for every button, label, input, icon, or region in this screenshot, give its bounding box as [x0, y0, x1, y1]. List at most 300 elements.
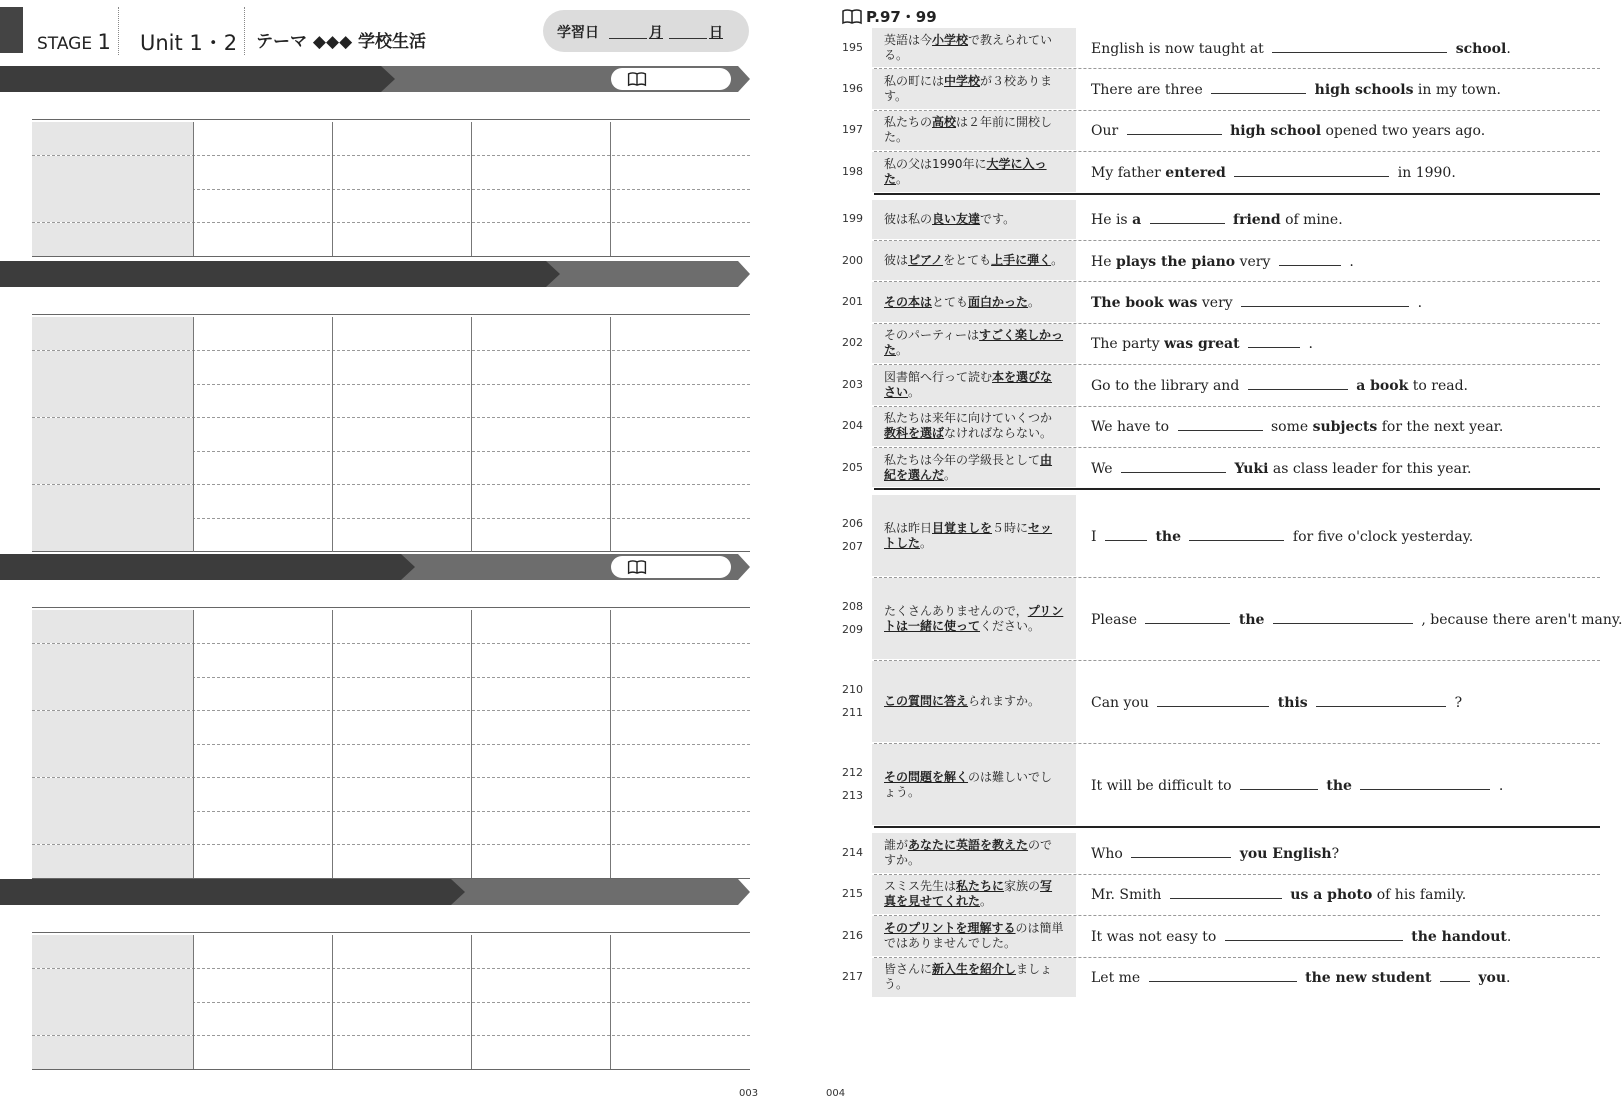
sentence-text: 彼は私の: [884, 211, 933, 226]
key-phrase: 上手に弾く: [991, 253, 1052, 268]
write-in-cell[interactable]: [611, 156, 751, 188]
write-in-cell[interactable]: [333, 384, 471, 416]
english-sentence: My father entered in 1990.: [1091, 164, 1456, 181]
sentence-row: [842, 875, 1600, 915]
sentence-text: 。: [896, 171, 909, 186]
japanese-sentence: [872, 324, 1076, 363]
sentence-text: とても: [932, 294, 969, 309]
write-in-cell[interactable]: [333, 351, 471, 383]
write-in-cell[interactable]: [472, 418, 610, 450]
english-sentence: The book was very .: [1091, 295, 1423, 312]
write-in-cell[interactable]: [194, 223, 332, 255]
japanese-sentence: [872, 69, 1076, 108]
write-in-cell[interactable]: [194, 351, 332, 383]
write-in-cell[interactable]: [194, 518, 332, 550]
english-sentence: We Yuki as class leader for this year.: [1091, 460, 1472, 477]
sentence-text: たくさんありませんので，: [884, 603, 1028, 618]
sentence-row: [842, 152, 1600, 192]
study-date-label: 学習日: [557, 25, 599, 41]
headword-cell: [32, 1002, 193, 1035]
answer-blank[interactable]: [1248, 376, 1348, 390]
write-in-cell[interactable]: [194, 317, 332, 349]
headword-cell: [32, 485, 193, 518]
sentence-text: 皆さんに: [884, 962, 933, 977]
write-in-cell[interactable]: [611, 811, 751, 843]
key-phrase: 大学に入った: [884, 156, 1047, 186]
column-header: [32, 293, 750, 315]
write-in-cell[interactable]: [611, 778, 751, 810]
english-sentence: Please the , because there aren't many.: [1091, 611, 1622, 628]
row-divider: [32, 256, 750, 257]
write-in-cell[interactable]: [333, 610, 471, 642]
key-phrase: 由紀を選んだ: [884, 452, 1053, 482]
headword-cell: [32, 711, 193, 744]
write-in-cell[interactable]: [194, 1036, 332, 1068]
sentence-row: [842, 661, 1600, 743]
sentence-number: 213: [842, 788, 863, 802]
section-header: [0, 66, 750, 92]
headword-cell: [32, 644, 193, 677]
english-sentence: Let me the new student you.: [1091, 970, 1511, 987]
headword-cell: [32, 778, 193, 811]
write-in-cell[interactable]: [333, 122, 471, 154]
key-word: you English: [1239, 846, 1332, 863]
write-in-cell[interactable]: [333, 451, 471, 483]
answer-blank[interactable]: [1149, 968, 1297, 982]
sentence-row: [842, 448, 1600, 488]
column-header: [32, 98, 750, 120]
write-in-cell[interactable]: [194, 711, 332, 743]
write-in-cell[interactable]: [611, 189, 751, 221]
key-word: entered: [1165, 164, 1226, 181]
key-phrase: 高校: [932, 115, 957, 130]
write-in-cell[interactable]: [472, 317, 610, 349]
sentence-text: 。: [980, 894, 993, 909]
sentence-number: 208: [842, 599, 863, 613]
key-phrase: 小学校: [932, 32, 969, 47]
headword-cell: [32, 744, 193, 777]
write-in-cell[interactable]: [611, 677, 751, 709]
row-separator: [874, 826, 1600, 828]
headword-cell: [32, 845, 193, 878]
page-number-right: 004: [826, 1088, 846, 1099]
write-in-cell[interactable]: [333, 845, 471, 877]
write-in-cell[interactable]: [472, 610, 610, 642]
sentence-text: 。: [920, 535, 933, 550]
sentence-text: 私の父は1990年に: [884, 156, 987, 171]
sentence-row: [842, 365, 1600, 405]
key-word: subjects: [1312, 419, 1378, 436]
answer-blank[interactable]: [1316, 693, 1446, 707]
answer-blank[interactable]: [1189, 527, 1284, 541]
write-in-cell[interactable]: [472, 351, 610, 383]
key-word: the: [1238, 611, 1265, 628]
sentence-row: [842, 744, 1600, 826]
write-in-cell[interactable]: [333, 778, 471, 810]
write-in-cell[interactable]: [611, 610, 751, 642]
sentence-text: 私たちの: [884, 115, 933, 130]
sentence-row: [842, 578, 1622, 660]
write-in-cell[interactable]: [611, 744, 751, 776]
answer-blank[interactable]: [1105, 527, 1147, 541]
sentence-number: 197: [842, 123, 863, 137]
write-in-cell[interactable]: [611, 935, 751, 967]
key-phrase: 良い友達: [932, 211, 981, 226]
japanese-sentence: [872, 407, 1076, 446]
headword-cell: [32, 384, 193, 417]
write-in-cell[interactable]: [611, 845, 751, 877]
write-in-cell[interactable]: [472, 451, 610, 483]
japanese-sentence: [872, 152, 1076, 191]
write-in-cell[interactable]: [333, 711, 471, 743]
write-in-cell[interactable]: [333, 1002, 471, 1034]
japanese-sentence: [872, 111, 1076, 150]
answer-blank[interactable]: [1178, 417, 1263, 431]
sentence-number: 195: [842, 40, 863, 54]
answer-blank[interactable]: [1150, 210, 1225, 224]
column-header: [32, 586, 750, 608]
answer-blank[interactable]: [1211, 80, 1306, 94]
row-divider: [32, 1069, 750, 1070]
japanese-sentence: [872, 916, 1076, 955]
write-in-cell[interactable]: [472, 384, 610, 416]
header-divider: [118, 7, 119, 55]
column-header: [32, 911, 750, 933]
headword-cell: [32, 518, 193, 551]
sentence-number: 200: [842, 253, 863, 267]
answer-blank[interactable]: [1131, 844, 1231, 858]
unit-label: Unit 1・2: [140, 31, 238, 55]
write-in-cell[interactable]: [472, 811, 610, 843]
sentence-text: ましょう。: [884, 962, 1053, 992]
write-in-cell[interactable]: [472, 223, 610, 255]
sentence-text: 。: [1051, 253, 1064, 268]
sentence-row: [842, 69, 1600, 109]
sentence-text: ください。: [980, 618, 1041, 633]
sentence-text: なければならない。: [944, 426, 1053, 441]
japanese-sentence: [872, 28, 1076, 67]
answer-blank[interactable]: [1225, 927, 1403, 941]
key-phrase: あなたに英語を教えた: [908, 838, 1029, 853]
sentence-text: 私たちは来年に向けていくつか: [884, 411, 1053, 426]
write-in-cell[interactable]: [333, 156, 471, 188]
sentence-row: [842, 407, 1600, 447]
write-in-cell[interactable]: [472, 485, 610, 517]
write-in-cell[interactable]: [611, 223, 751, 255]
section-header: [0, 261, 750, 287]
day-label: 日: [709, 25, 723, 41]
sentence-text: られますか。: [968, 694, 1041, 709]
key-phrase: そのプリントを理解する: [884, 920, 1016, 935]
write-in-cell[interactable]: [472, 845, 610, 877]
key-phrase: 新入生を紹介し: [932, 962, 1017, 977]
sentence-number: 196: [842, 82, 863, 96]
sentence-number: 209: [842, 622, 863, 636]
headword-cell: [32, 677, 193, 710]
sentence-row: [842, 200, 1600, 240]
month-blank[interactable]: [609, 22, 647, 39]
section-page-ref[interactable]: [611, 556, 731, 578]
english-sentence: Go to the library and a book to read.: [1091, 377, 1469, 394]
write-in-cell[interactable]: [472, 711, 610, 743]
english-sentence: I the for five o'clock yesterday.: [1091, 528, 1474, 545]
english-sentence: English is now taught at school.: [1091, 40, 1511, 57]
write-in-cell[interactable]: [194, 644, 332, 676]
english-sentence: Who you English?: [1091, 846, 1340, 863]
japanese-sentence: [872, 578, 1076, 659]
write-in-cell[interactable]: [194, 935, 332, 967]
row-divider: [32, 551, 750, 552]
answer-blank[interactable]: [1272, 39, 1447, 53]
write-in-cell[interactable]: [333, 223, 471, 255]
answer-blank[interactable]: [1440, 968, 1470, 982]
write-in-cell[interactable]: [333, 418, 471, 450]
english-sentence: Can you this ?: [1091, 694, 1463, 711]
write-in-cell[interactable]: [333, 485, 471, 517]
answer-blank[interactable]: [1279, 252, 1341, 266]
headword-cell: [32, 418, 193, 451]
theme-label: テーマ ◆◆◆ 学校生活: [256, 32, 427, 52]
english-sentence: Our high school opened two years ago.: [1091, 123, 1486, 140]
english-sentence: We have to some subjects for the next year.: [1091, 419, 1504, 436]
write-in-cell[interactable]: [472, 156, 610, 188]
answer-blank[interactable]: [1241, 293, 1409, 307]
answer-blank[interactable]: [1170, 885, 1282, 899]
sentence-text: そのパーティーは: [884, 328, 980, 343]
sentence-number: 217: [842, 970, 863, 984]
answer-blank[interactable]: [1248, 334, 1300, 348]
key-word: Yuki: [1234, 460, 1269, 477]
day-blank[interactable]: [669, 22, 707, 39]
write-in-cell[interactable]: [194, 778, 332, 810]
write-in-cell[interactable]: [611, 418, 751, 450]
headword-cell: [32, 451, 193, 484]
write-in-cell[interactable]: [472, 744, 610, 776]
write-in-cell[interactable]: [333, 811, 471, 843]
write-in-cell[interactable]: [611, 384, 751, 416]
sentence-row: [842, 28, 1600, 68]
month-label: 月: [649, 25, 663, 41]
key-word: the: [1155, 528, 1181, 545]
sentence-text: のは簡単ではありませんでした。: [884, 920, 1064, 950]
sentence-number: 210: [842, 682, 863, 696]
sentence-text: です。: [980, 211, 1016, 226]
english-sentence: Mr. Smith us a photo of his family.: [1091, 887, 1467, 904]
sentence-number: 206: [842, 516, 863, 530]
write-in-cell[interactable]: [194, 418, 332, 450]
english-sentence: It will be difficult to the .: [1091, 777, 1504, 794]
headword-cell: [32, 189, 193, 222]
write-in-cell[interactable]: [472, 677, 610, 709]
write-in-cell[interactable]: [611, 351, 751, 383]
key-phrase: 写真を見せてくれた: [884, 879, 1053, 909]
japanese-sentence: [872, 200, 1076, 239]
sentence-row: [842, 916, 1600, 956]
page-number-left: 003: [739, 1088, 759, 1099]
sentence-text: 英語は今: [884, 32, 933, 47]
sentence-text: のは難しいでしょう。: [884, 769, 1053, 799]
write-in-cell[interactable]: [194, 811, 332, 843]
write-in-cell[interactable]: [472, 189, 610, 221]
english-sentence: It was not easy to the handout.: [1091, 928, 1512, 945]
write-in-cell[interactable]: [333, 935, 471, 967]
write-in-cell[interactable]: [611, 711, 751, 743]
write-in-cell[interactable]: [611, 969, 751, 1001]
sentence-number: 212: [842, 765, 863, 779]
sentence-text: 家族の: [1004, 879, 1041, 894]
write-in-cell[interactable]: [333, 744, 471, 776]
write-in-cell[interactable]: [333, 644, 471, 676]
section-header: [0, 554, 750, 580]
headword-cell: [32, 122, 193, 155]
write-in-cell[interactable]: [611, 1036, 751, 1068]
sentence-text: 私の町には: [884, 74, 945, 89]
english-sentence: He plays the piano very .: [1091, 253, 1354, 270]
write-in-cell[interactable]: [194, 451, 332, 483]
sentence-number: 215: [842, 887, 863, 901]
sentence-number: 201: [842, 295, 863, 309]
write-in-cell[interactable]: [333, 677, 471, 709]
sentence-text: 私は昨日: [884, 520, 933, 535]
key-phrase: その問題を解く: [884, 769, 969, 784]
write-in-cell[interactable]: [472, 1036, 610, 1068]
write-in-cell[interactable]: [611, 485, 751, 517]
english-sentence: He is a friend of mine.: [1091, 212, 1343, 229]
answer-blank[interactable]: [1157, 693, 1269, 707]
write-in-cell[interactable]: [611, 122, 751, 154]
key-phrase: その本は: [884, 294, 933, 309]
sentence-row: [842, 495, 1600, 577]
write-in-cell[interactable]: [194, 384, 332, 416]
key-word: us a photo: [1290, 887, 1373, 904]
sentence-row: [842, 241, 1600, 281]
key-word: a book: [1356, 377, 1409, 394]
english-sentence: The party was great .: [1091, 336, 1313, 353]
headword-cell: [32, 156, 193, 189]
write-in-cell[interactable]: [194, 845, 332, 877]
write-in-cell[interactable]: [472, 778, 610, 810]
key-word: plays the piano: [1115, 253, 1236, 270]
write-in-cell[interactable]: [611, 451, 751, 483]
sentence-number: 204: [842, 419, 863, 433]
write-in-cell[interactable]: [472, 122, 610, 154]
sentence-text: 図書館へ行って読む: [884, 369, 993, 384]
write-in-cell[interactable]: [194, 1002, 332, 1034]
answer-blank[interactable]: [1360, 776, 1490, 790]
sentence-text: 誰が: [884, 838, 909, 853]
answer-blank[interactable]: [1234, 163, 1389, 177]
write-in-cell[interactable]: [194, 122, 332, 154]
key-word: school: [1455, 40, 1507, 57]
sentence-text: をとても: [943, 253, 992, 268]
write-in-cell[interactable]: [611, 644, 751, 676]
sentence-row: [842, 833, 1600, 873]
write-in-cell[interactable]: [472, 1002, 610, 1034]
japanese-sentence: [872, 241, 1076, 280]
key-word: the new student: [1305, 970, 1432, 987]
header-divider: [244, 7, 245, 55]
answer-blank[interactable]: [1145, 610, 1230, 624]
write-in-cell[interactable]: [333, 317, 471, 349]
write-in-cell[interactable]: [194, 610, 332, 642]
japanese-sentence: [872, 495, 1076, 576]
write-in-cell[interactable]: [194, 677, 332, 709]
book-icon: [627, 72, 647, 86]
answer-blank[interactable]: [1127, 121, 1222, 135]
key-word: was great: [1164, 336, 1240, 353]
write-in-cell[interactable]: [194, 156, 332, 188]
write-in-cell[interactable]: [333, 518, 471, 550]
key-phrase: セットした: [884, 520, 1053, 550]
sentence-number: 202: [842, 336, 863, 350]
sentence-text: 彼は: [884, 253, 909, 268]
sentence-number: 199: [842, 212, 863, 226]
sentence-number: 214: [842, 846, 863, 860]
answer-blank[interactable]: [1273, 610, 1413, 624]
write-in-cell[interactable]: [194, 969, 332, 1001]
write-in-cell[interactable]: [333, 189, 471, 221]
sentence-text: スミス先生は: [884, 879, 957, 894]
write-in-cell[interactable]: [194, 744, 332, 776]
write-in-cell[interactable]: [472, 969, 610, 1001]
headword-cell: [32, 610, 193, 643]
key-phrase: この質問に答え: [884, 694, 969, 709]
book-icon: [627, 560, 647, 574]
sentence-number: 211: [842, 705, 863, 719]
japanese-sentence: [872, 661, 1076, 742]
write-in-cell[interactable]: [472, 644, 610, 676]
sentence-text: 。: [1028, 294, 1041, 309]
english-sentence: There are three high schools in my town.: [1091, 82, 1502, 99]
headword-cell: [32, 811, 193, 844]
section-header: [0, 879, 750, 905]
key-word: The book was: [1091, 295, 1198, 312]
header-marker: [0, 7, 23, 53]
write-in-cell[interactable]: [611, 317, 751, 349]
study-date-box: [543, 10, 749, 52]
write-in-cell[interactable]: [472, 935, 610, 967]
write-in-cell[interactable]: [611, 1002, 751, 1034]
sentence-text: 。: [908, 384, 921, 399]
answer-blank[interactable]: [1121, 459, 1226, 473]
japanese-sentence: [872, 958, 1076, 997]
key-phrase: 目覚ましを: [932, 520, 993, 535]
write-in-cell[interactable]: [333, 1036, 471, 1068]
headword-cell: [32, 1036, 193, 1069]
write-in-cell[interactable]: [333, 969, 471, 1001]
section-page-ref[interactable]: [611, 68, 731, 90]
write-in-cell[interactable]: [194, 189, 332, 221]
book-icon: [842, 9, 862, 24]
key-word: a: [1132, 212, 1142, 229]
key-word: you: [1478, 970, 1506, 987]
key-phrase: 中学校: [944, 74, 981, 89]
key-phrase: 本を選びなさい: [884, 369, 1053, 399]
reference-pages-text: P.97・99: [866, 8, 937, 26]
write-in-cell[interactable]: [194, 485, 332, 517]
key-phrase: 教科を選ば: [884, 426, 945, 441]
sentence-text: 。: [896, 343, 909, 358]
sentence-row: [842, 324, 1600, 364]
write-in-cell[interactable]: [611, 518, 751, 550]
write-in-cell[interactable]: [472, 518, 610, 550]
headword-cell: [32, 223, 193, 256]
japanese-sentence: [872, 875, 1076, 914]
answer-blank[interactable]: [1240, 776, 1318, 790]
japanese-sentence: [872, 448, 1076, 487]
sentence-row: [842, 282, 1600, 322]
sentence-number: 198: [842, 164, 863, 178]
